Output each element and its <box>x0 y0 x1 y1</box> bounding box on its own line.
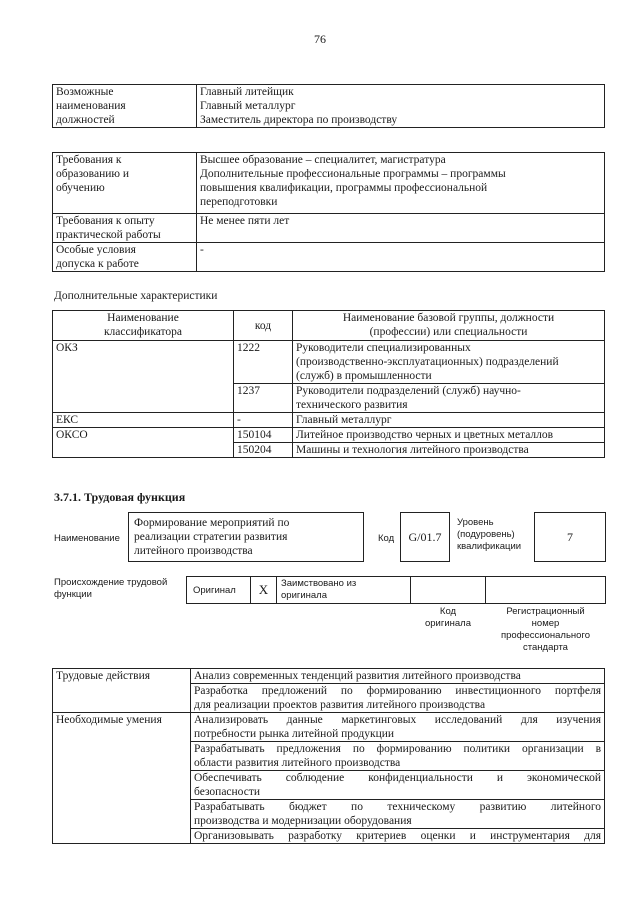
table-row: Организовывать разработку критериев оценки и инструментария для <box>53 829 605 844</box>
table-row: 1237 Руководители подразделений (служб) научно- технического развития <box>53 384 605 413</box>
table-row: Необходимые умения Анализировать данные маркетинговых исследований для изучения потребности рынка литейной продукции <box>53 713 605 742</box>
level-label: Уровень (подуровень) квалификации <box>457 517 522 552</box>
table-row: Требования к образованию и обучению Высшее образование – специалитет, магистратура Дополнительные профессиональные программы – программы повышения квалификации, программы профессиональной переподготовки <box>53 153 605 214</box>
table-row: Обеспечивать соблюдение конфиденциальности и экономической безопасности <box>53 771 605 800</box>
function-name-box: Формирование мероприятий по реализации стратегии развития литейного производства <box>128 512 364 562</box>
positions-values: Главный литейщик Главный металлург Заместитель директора по производству <box>197 85 605 128</box>
origin-borrowed-cell: Заимствовано из оригинала <box>276 576 411 604</box>
requirements-table <box>52 152 605 272</box>
duties-table <box>52 668 605 844</box>
table-row: ОКЗ 1222 Руководители специализированных (производственно-эксплуатационных) подразделений (служб) в промышленности <box>53 341 605 384</box>
origin-original-cell: Оригинал <box>186 576 251 604</box>
table-row: ЕКС - Главный металлург <box>53 413 605 428</box>
table-header: Наименование классификатора код Наименование базовой группы, должности (профессии) или специальности <box>53 311 605 341</box>
function-code-box: G/01.7 <box>400 512 450 562</box>
table-row: ОКСО 150104 Литейное производство черных и цветных металлов <box>53 428 605 443</box>
origin-mark-cell: X <box>250 576 277 604</box>
table-row: Трудовые действия Анализ современных тенденций развития литейного производства <box>53 669 605 684</box>
level-value-box: 7 <box>534 512 606 562</box>
table-row: Требования к опыту практической работы Не менее пяти лет <box>53 214 605 243</box>
page-number: 76 <box>314 32 326 46</box>
characteristics-table <box>52 310 605 458</box>
name-label: Наименование <box>54 533 120 544</box>
table-row: Разработка предложений по формированию инвестиционного портфеля для реализации проектов развития литейного производства <box>53 684 605 713</box>
origin-code-cell <box>410 576 486 604</box>
origin-code-caption: Код оригинала <box>424 606 471 629</box>
table-row: Разрабатывать предложения по формированию политики организации в области развития литейного производства <box>53 742 605 771</box>
positions-label: Возможные наименования должностей <box>53 85 197 128</box>
origin-reg-cell <box>485 576 606 604</box>
table-row: Разрабатывать бюджет по техническому развитию литейного производства и модернизации оборудования <box>53 800 605 829</box>
origin-label: Происхождение трудовой функции <box>54 577 168 600</box>
table-row: 150204 Машины и технология литейного производства <box>53 443 605 458</box>
additional-title: Дополнительные характеристики <box>54 290 218 302</box>
code-label: Код <box>378 533 395 544</box>
origin-reg-caption: Регистрационный номер профессионального стандарта <box>501 606 590 653</box>
table-row: Особые условия допуска к работе - <box>53 243 605 272</box>
positions-table <box>52 84 605 128</box>
section-title: 3.7.1. Трудовая функция <box>54 490 186 504</box>
